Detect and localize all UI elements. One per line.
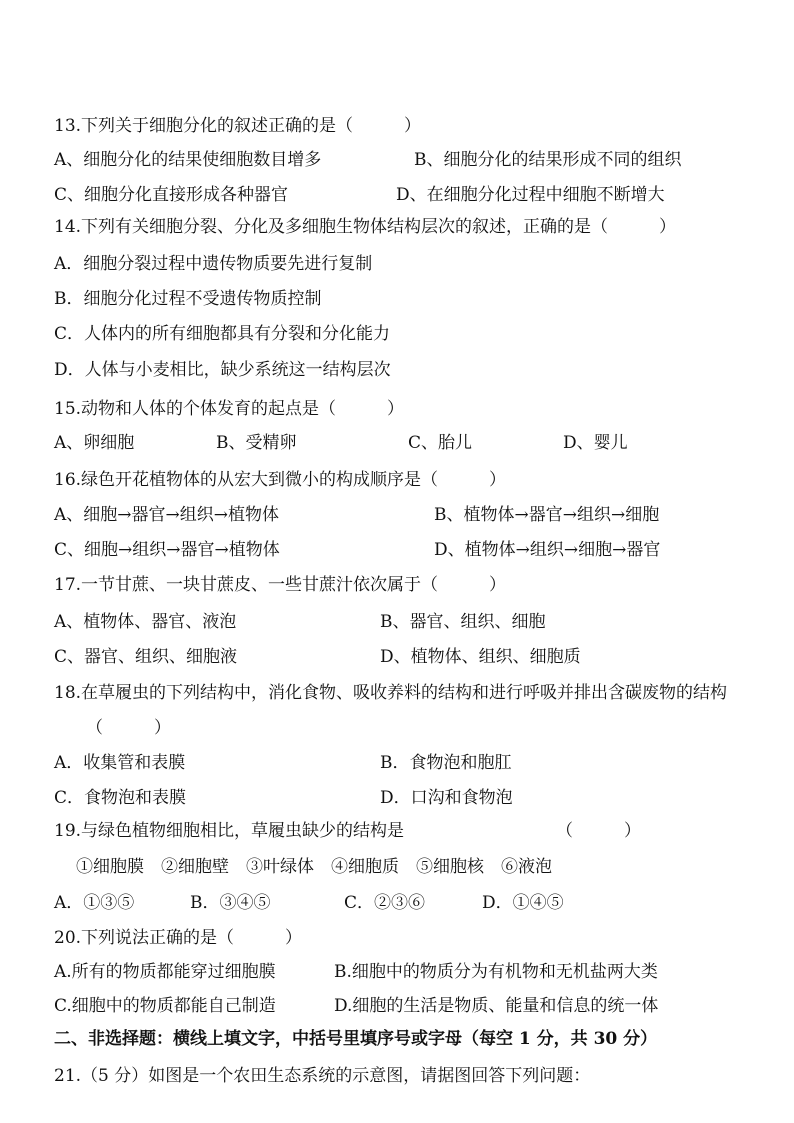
question-13-option-b: B、细胞分化的结果形成不同的组织 — [414, 150, 682, 170]
question-19-stem: 19.与绿色植物细胞相比，草履虫缺少的结构是 — [54, 821, 405, 841]
question-18-option-d: D．口沟和食物泡 — [380, 788, 513, 808]
question-19-answer-bracket: （ ） — [556, 821, 641, 841]
question-18-option-c: C．食物泡和表膜 — [54, 788, 187, 808]
question-16-option-a: A、细胞→器官→组织→植物体 — [54, 505, 280, 525]
question-18-option-a: A．收集管和表膜 — [54, 753, 186, 773]
question-19-option-d: D．①④⑤ — [482, 893, 564, 913]
question-17-option-c: C、器官、组织、细胞液 — [54, 647, 238, 667]
question-18-answer-bracket: （ ） — [86, 718, 171, 738]
question-13-stem: 13.下列关于细胞分化的叙述正确的是（ ） — [54, 116, 422, 136]
question-15-option-c: C、胎儿 — [408, 433, 473, 453]
question-13-option-a: A、细胞分化的结果使细胞数目增多 — [54, 150, 322, 170]
question-20-stem: 20.下列说法正确的是（ ） — [54, 928, 303, 948]
question-17-option-b: B、器官、组织、细胞 — [380, 612, 546, 632]
question-19-option-b: B．③④⑤ — [190, 893, 271, 913]
question-15-option-b: B、受精卵 — [216, 433, 297, 453]
question-17-option-a: A、植物体、器官、液泡 — [54, 612, 237, 632]
question-16-option-c: C、细胞→组织→器官→植物体 — [54, 540, 280, 560]
question-17-option-d: D、植物体、组织、细胞质 — [380, 647, 581, 667]
question-13-option-c: C、细胞分化直接形成各种器官 — [54, 185, 289, 205]
question-16-option-d: D、植物体→组织→细胞→器官 — [434, 540, 661, 560]
question-19-option-a: A．①③⑤ — [54, 893, 135, 913]
question-15-option-a: A、卵细胞 — [54, 433, 135, 453]
question-14-option-a: A．细胞分裂过程中遗传物质要先进行复制 — [54, 254, 373, 274]
question-15-stem: 15.动物和人体的个体发育的起点是（ ） — [54, 399, 405, 419]
question-21-stem: 21.（5 分）如图是一个农田生态系统的示意图，请据图回答下列问题： — [54, 1066, 591, 1086]
question-19-option-c: C．②③⑥ — [344, 893, 426, 913]
question-20-option-d: D.细胞的生活是物质、能量和信息的统一体 — [334, 996, 659, 1016]
question-15-option-d: D、婴儿 — [563, 433, 628, 453]
question-14-stem: 14.下列有关细胞分裂、分化及多细胞生物体结构层次的叙述，正确的是（ ） — [54, 217, 677, 237]
question-18-stem: 18.在草履虫的下列结构中，消化食物、吸收养料的结构和进行呼吸并排出含碳废物的结构 — [54, 683, 728, 703]
question-20-option-b: B.细胞中的物质分为有机物和无机盐两大类 — [334, 962, 658, 982]
question-14-option-c: C．人体内的所有细胞都具有分裂和分化能力 — [54, 324, 391, 344]
question-19-structure-list: ①细胞膜 ②细胞壁 ③叶绿体 ④细胞质 ⑤细胞核 ⑥液泡 — [76, 857, 552, 877]
question-14-option-d: D．人体与小麦相比，缺少系统这一结构层次 — [54, 360, 391, 380]
section-2-heading: 二、非选择题：横线上填文字，中括号里填序号或字母（每空 1 分，共 30 分） — [54, 1029, 658, 1049]
question-20-option-c: C.细胞中的物质都能自己制造 — [54, 996, 276, 1016]
question-16-option-b: B、植物体→器官→组织→细胞 — [434, 505, 660, 525]
question-13-option-d: D、在细胞分化过程中细胞不断增大 — [396, 185, 665, 205]
question-17-stem: 17.一节甘蔗、一块甘蔗皮、一些甘蔗汁依次属于（ ） — [54, 575, 507, 595]
question-20-option-a: A.所有的物质都能穿过细胞膜 — [54, 962, 276, 982]
question-14-option-b: B．细胞分化过程不受遗传物质控制 — [54, 289, 322, 309]
question-18-option-b: B．食物泡和胞肛 — [380, 753, 512, 773]
question-16-stem: 16.绿色开花植物体的从宏大到微小的构成顺序是（ ） — [54, 470, 507, 490]
